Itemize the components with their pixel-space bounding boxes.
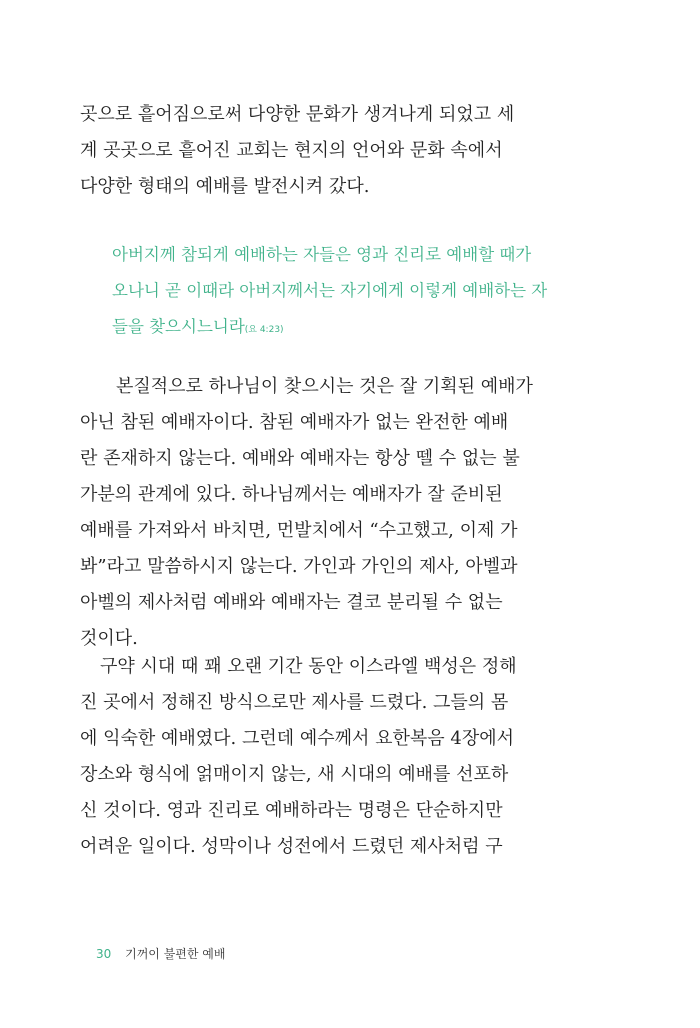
paragraph-2-line: 란 존재하지 않는다. 예배와 예배자는 항상 뗄 수 없는 불 — [80, 448, 520, 469]
paragraph-2-line: 본질적으로 하나님이 찾으시는 것은 잘 기획된 예배가 — [116, 376, 533, 397]
quote-line-last — [112, 315, 632, 351]
paragraph-1-line: 계 곳곳으로 흩어진 교회는 현지의 언어와 문화 속에서 — [80, 140, 503, 161]
paragraph-1-line: 곳으로 흩어짐으로써 다양한 문화가 생겨나게 되었고 세 — [80, 104, 515, 125]
paragraph-1-line: 다양한 형태의 예배를 발전시켜 갔다. — [80, 176, 370, 197]
paragraph-3-line: 장소와 형식에 얽매이지 않는, 새 시대의 예배를 선포하 — [80, 764, 509, 785]
paragraph-2-line: 아벨의 제사처럼 예배와 예배자는 결코 분리될 수 없는 — [80, 592, 503, 613]
paragraph-2-line: 봐”라고 말씀하시지 않는다. 가인과 가인의 제사, 아벨과 — [80, 556, 518, 577]
quote-line-text: 들을 찾으시느니라 — [112, 317, 245, 336]
scripture-quote — [112, 243, 632, 351]
paragraph-3-line: 진 곳에서 정해진 방식으로만 제사를 드렸다. 그들의 몸 — [80, 692, 509, 713]
quote-reference: (요 4:23) — [244, 325, 284, 335]
paragraph-3 — [80, 655, 640, 871]
paragraph-2-line: 것이다. — [80, 628, 138, 649]
page-number: 30 — [96, 947, 112, 961]
quote-line: 아버지께 참되게 예배하는 자들은 영과 진리로 예배할 때가 — [112, 245, 532, 264]
quote-line: 오나니 곧 이때라 아버지께서는 자기에게 이렇게 예배하는 자 — [112, 281, 548, 300]
paragraph-2-line: 아닌 참된 예배자이다. 참된 예배자가 없는 완전한 예배 — [80, 412, 509, 433]
book-title: 기꺼이 불편한 예배 — [125, 947, 226, 961]
paragraph-2 — [80, 375, 640, 663]
paragraph-2-line: 가분의 관계에 있다. 하나님께서는 예배자가 잘 준비된 — [80, 484, 503, 505]
paragraph-3-line: 구약 시대 때 꽤 오랜 기간 동안 이스라엘 백성은 정해 — [100, 656, 517, 677]
paragraph-3-line: 에 익숙한 예배였다. 그런데 예수께서 요한복음 4장에서 — [80, 728, 515, 749]
paragraph-3-line: 어려운 일이다. 성막이나 성전에서 드렸던 제사처럼 구 — [80, 836, 503, 857]
paragraph-2-line: 예배를 가져와서 바치면, 먼발치에서 “수고했고, 이제 가 — [80, 520, 518, 541]
paragraph-3-line: 신 것이다. 영과 진리로 예배하라는 명령은 단순하지만 — [80, 800, 503, 821]
paragraph-1 — [80, 103, 640, 211]
page-footer — [96, 945, 225, 962]
